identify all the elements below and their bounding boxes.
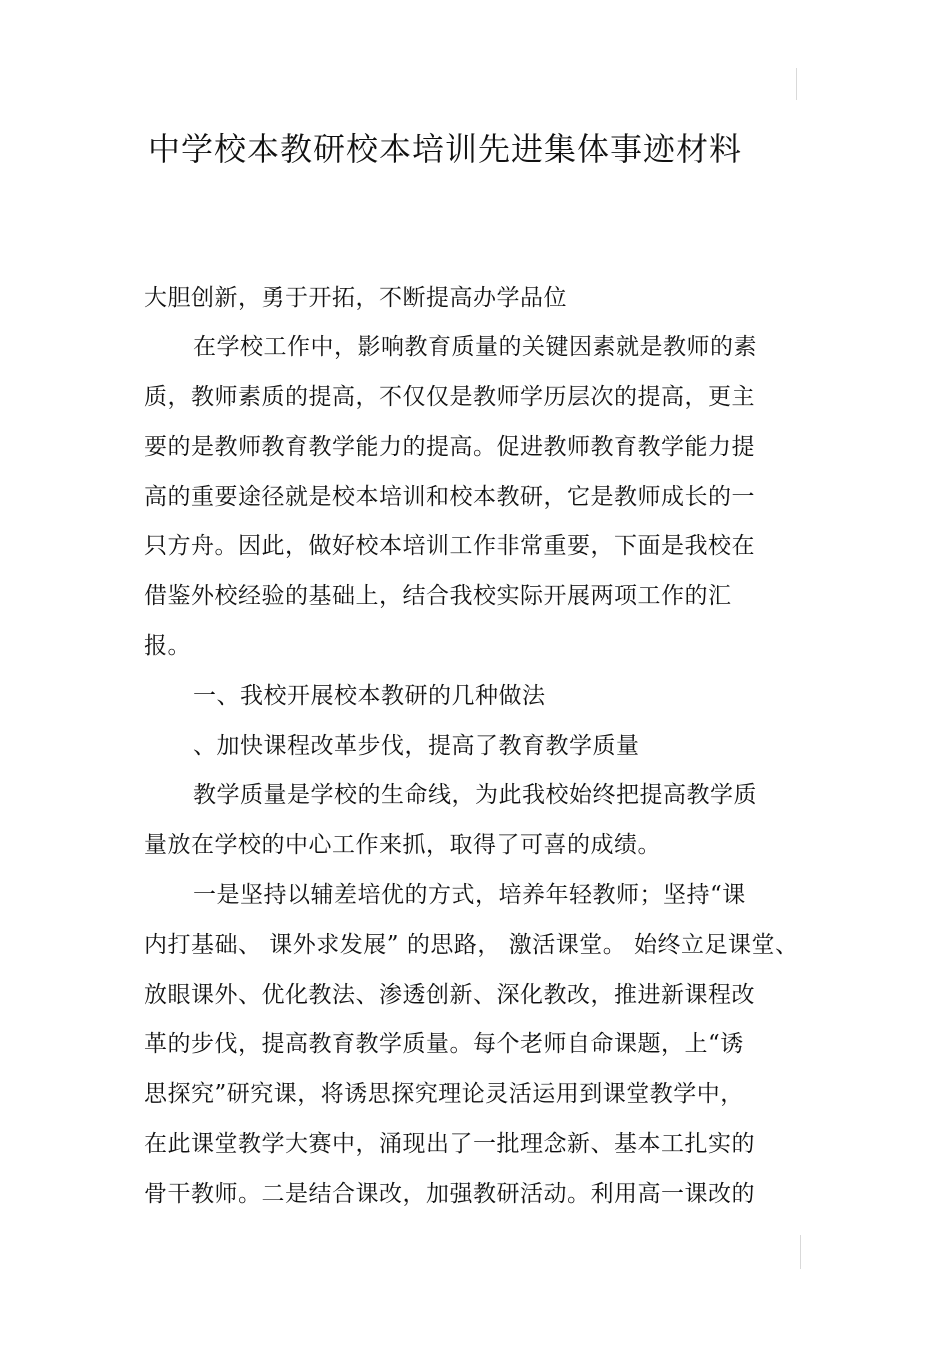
subsection-heading: 、加快课程改革步伐，提高了教育教学质量 xyxy=(193,733,640,759)
paragraph-line: 高的重要途径就是校本培训和校本教研，它是教师成长的一 xyxy=(144,484,755,510)
paragraph-line: 思探究”研究课，将诱思探究理论灵活运用到课堂教学中， xyxy=(144,1081,744,1107)
section-heading: 大胆创新，勇于开拓，不断提高办学品位 xyxy=(144,285,567,311)
paragraph-line: 质，教师素质的提高，不仅仅是教师学历层次的提高，更主 xyxy=(144,384,755,410)
paragraph-line: 一是坚持以辅差培优的方式，培养年轻教师；坚持“课 xyxy=(193,882,746,908)
page-edge-mark-bottom xyxy=(800,1235,801,1269)
paragraph-line: 在此课堂教学大赛中，涌现出了一批理念新、基本工扎实的 xyxy=(144,1131,755,1157)
paragraph-line: 放眼课外、优化教法、渗透创新、深化教改，推进新课程改 xyxy=(144,982,755,1008)
paragraph-line: 只方舟。因此，做好校本培训工作非常重要，下面是我校在 xyxy=(144,533,755,559)
paragraph-line: 革的步伐，提高教育教学质量。每个老师自命课题，上“诱 xyxy=(144,1031,744,1057)
document-title: 中学校本教研校本培训先进集体事迹材料 xyxy=(147,130,742,168)
paragraph-line: 要的是教师教育教学能力的提高。促进教师教育教学能力提 xyxy=(144,434,755,460)
paragraph-line: 量放在学校的中心工作来抓，取得了可喜的成绩。 xyxy=(144,832,661,858)
paragraph-line: 报。 xyxy=(144,633,191,659)
paragraph-line: 骨干教师。二是结合课改，加强教研活动。利用高一课改的 xyxy=(144,1181,755,1207)
paragraph-line: 在学校工作中，影响教育质量的关键因素就是教师的素 xyxy=(193,334,757,360)
section-heading: 一、我校开展校本教研的几种做法 xyxy=(193,683,546,709)
paragraph-line: 借鉴外校经验的基础上，结合我校实际开展两项工作的汇 xyxy=(144,583,732,609)
page-edge-mark-top xyxy=(796,68,797,100)
paragraph-line: 教学质量是学校的生命线，为此我校始终把提高教学质 xyxy=(193,782,757,808)
paragraph-line: 内打基础、 课外求发展” 的思路， 激活课堂。 始终立足课堂、 xyxy=(144,932,799,958)
